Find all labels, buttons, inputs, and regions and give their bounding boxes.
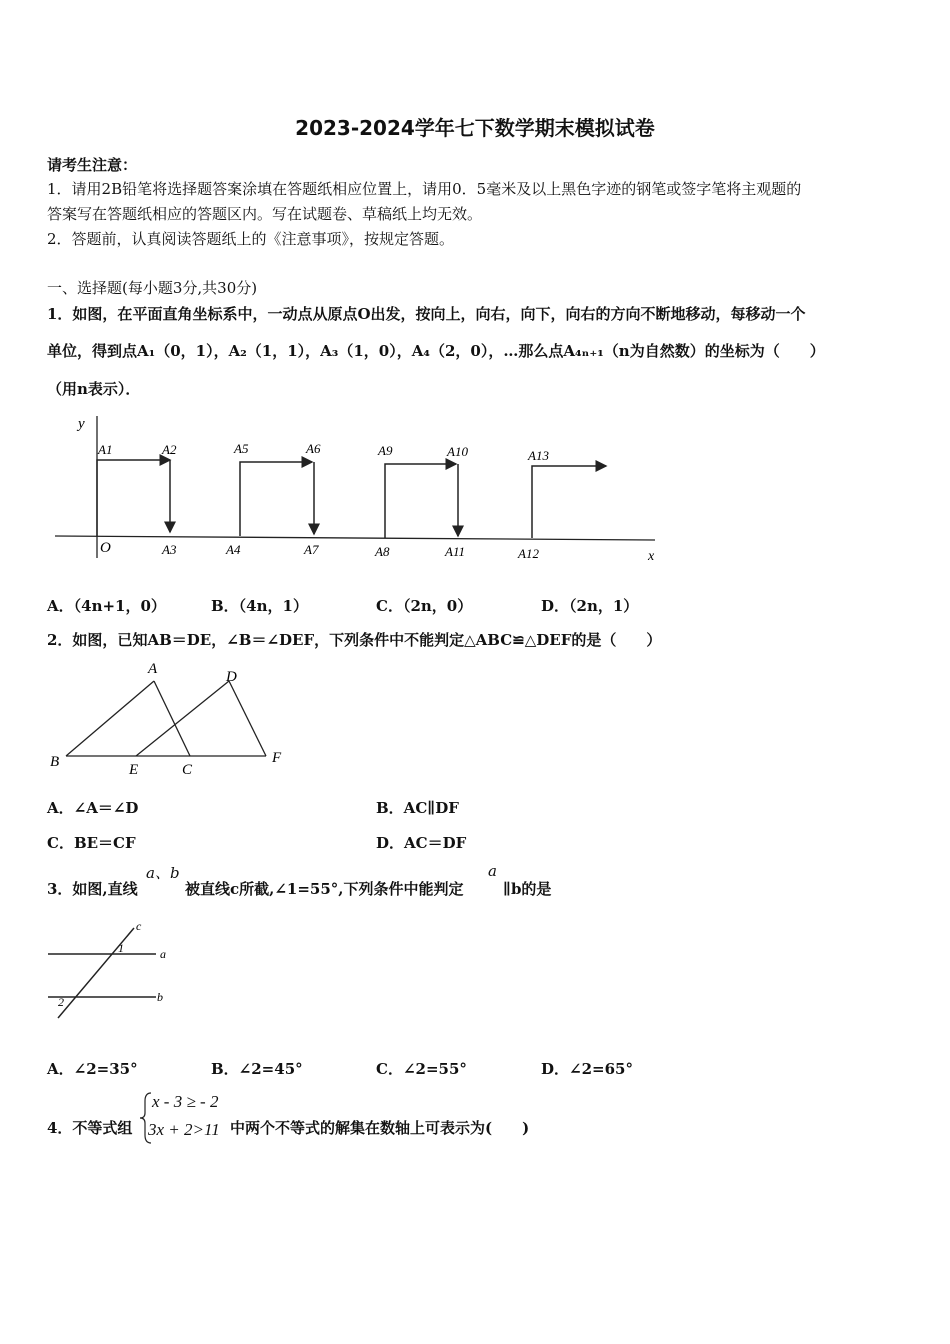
q2-option-d[interactable]: D．AC＝DF <box>376 834 467 852</box>
path-segment-3 <box>240 462 312 536</box>
point-label-a7: A7 <box>304 542 319 557</box>
point-label-a6: A6 <box>306 441 321 456</box>
point-label-a10: A10 <box>447 444 468 459</box>
vertex-f-label: F <box>272 750 282 766</box>
notice-line-2: 答案写在答题纸相应的答题区内。写在试题卷、草稿纸上均无效。 <box>47 205 483 223</box>
q3-prefix: 3．如图,直线 <box>47 880 138 898</box>
q1-line-3: （用n表示）． <box>47 380 141 398</box>
q2-text: 2．如图，已知AB＝DE，∠B＝∠DEF，下列条件中不能判定△ABC≌△DEF的是（ ） <box>47 631 662 649</box>
q4-prefix: 4．不等式组 <box>47 1119 133 1137</box>
q3-middle: 被直线c所截,∠1=55°,下列条件中能判定 <box>185 880 464 898</box>
section-heading: 一、选择题(每小题3分,共30分) <box>47 279 258 297</box>
y-axis-label: y <box>78 416 85 432</box>
q1-line-2: 单位，得到点A₁（0，1），A₂（1，1），A₃（1，0），A₄（2，0），…那么点A₄ₙ₊₁（n为自然数）的坐标为（ ） <box>47 342 825 360</box>
q4-inequality-1: x - 3 ≥ - 2 <box>152 1092 219 1111</box>
q3-option-d[interactable]: D．∠2=65° <box>541 1060 633 1078</box>
q4-suffix: 中两个不等式的解集在数轴上可表示为( ) <box>230 1119 530 1137</box>
q2-option-b[interactable]: B．AC∥DF <box>376 799 459 817</box>
q1-option-c[interactable]: C．（2n，0） <box>376 597 473 615</box>
path-segment-7 <box>532 466 606 538</box>
vertex-e-label: E <box>129 762 139 778</box>
line-b-label: b <box>157 990 163 1004</box>
angle-2-label: 2 <box>58 995 64 1009</box>
q2-option-c[interactable]: C．BE＝CF <box>47 834 136 852</box>
line-a-label: a <box>160 947 166 961</box>
point-label-a9: A9 <box>378 443 393 458</box>
q3-line-a: a <box>488 862 497 880</box>
angle-1-label: 1 <box>118 941 124 955</box>
point-label-a4: A4 <box>226 542 241 557</box>
vertex-b-label: B <box>50 754 60 770</box>
q3-lines-ab: a、b <box>146 864 180 882</box>
notice-heading: 请考生注意： <box>47 156 138 174</box>
x-axis-label: x <box>648 549 655 564</box>
point-label-a13: A13 <box>528 448 549 463</box>
q3-option-b[interactable]: B．∠2=45° <box>211 1060 303 1078</box>
q1-coordinate-figure <box>50 408 670 570</box>
path-segment-1 <box>97 460 170 536</box>
vertex-d-label: D <box>226 669 237 685</box>
vertex-a-label: A <box>148 661 158 677</box>
q4-inequality-2: 3x + 2>11 <box>148 1120 220 1139</box>
q2-triangle-figure <box>44 656 294 781</box>
path-segment-5 <box>385 464 456 538</box>
point-label-a12: A12 <box>518 546 539 561</box>
point-label-a11: A11 <box>445 544 465 559</box>
q2-option-a[interactable]: A．∠A＝∠D <box>47 799 139 817</box>
point-label-a1: A1 <box>98 442 113 457</box>
origin-label: O <box>100 540 111 556</box>
q1-option-b[interactable]: B．（4n，1） <box>211 597 308 615</box>
q3-parallel-lines-figure <box>44 918 179 1023</box>
q3-option-c[interactable]: C．∠2=55° <box>376 1060 467 1078</box>
q3-suffix: ∥b的是 <box>503 880 552 898</box>
vertex-c-label: C <box>182 762 193 778</box>
q3-option-a[interactable]: A．∠2=35° <box>47 1060 138 1078</box>
point-label-a5: A5 <box>234 441 249 456</box>
point-label-a3: A3 <box>162 542 177 557</box>
q1-option-a[interactable]: A．（4n+1，0） <box>47 597 166 615</box>
point-label-a8: A8 <box>375 544 390 559</box>
page-title: 2023-2024学年七下数学期末模拟试卷 <box>295 116 655 140</box>
notice-line-3: 2．答题前，认真阅读答题纸上的《注意事项》，按规定答题。 <box>47 230 455 248</box>
x-axis <box>55 536 655 540</box>
q1-line-1: 1．如图，在平面直角坐标系中，一动点从原点O出发，按向上，向右，向下，向右的方向不断地移动，每移动一个 <box>47 305 806 323</box>
notice-line-1: 1．请用2B铅笔将选择题答案涂填在答题纸相应位置上，请用0．5毫米及以上黑色字迹的钢笔或签字笔将主观题的 <box>47 180 802 198</box>
q1-option-d[interactable]: D．（2n，1） <box>541 597 639 615</box>
point-label-a2: A2 <box>162 442 177 457</box>
line-c-label: c <box>136 919 142 933</box>
